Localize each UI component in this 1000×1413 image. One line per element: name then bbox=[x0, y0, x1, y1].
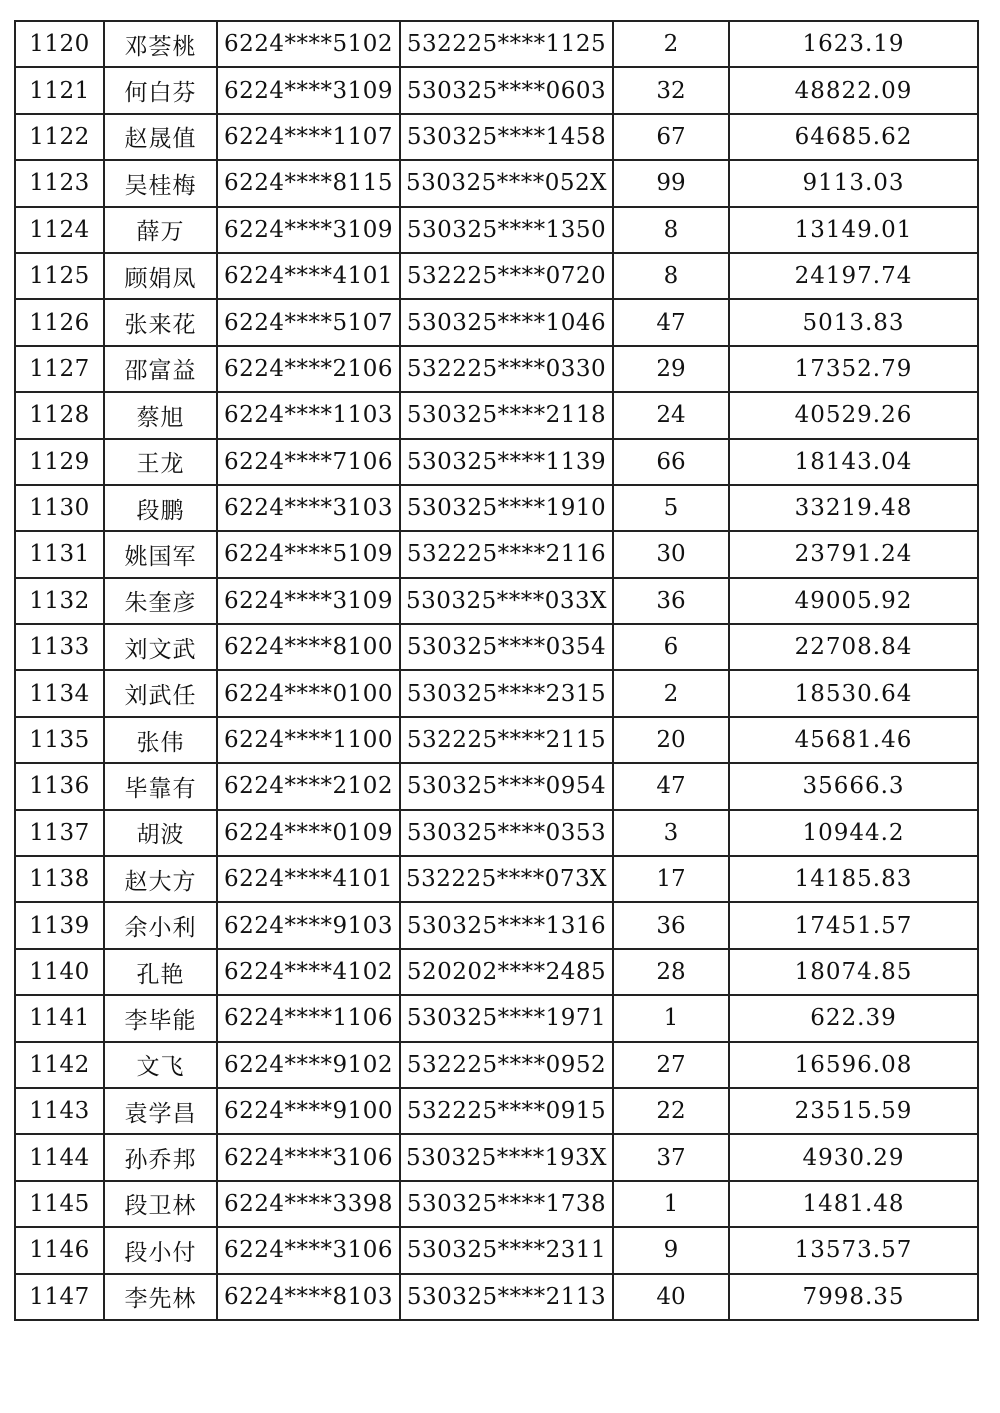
name-cell: 何白芬 bbox=[104, 67, 217, 113]
amount-cell: 22708.84 bbox=[729, 624, 978, 670]
table-row bbox=[15, 1181, 978, 1227]
id-number-cell: 532225****073X bbox=[400, 856, 613, 902]
card-number-cell: 6224****9100 bbox=[217, 1088, 400, 1134]
serial-number-cell: 1136 bbox=[15, 763, 104, 809]
serial-number-cell: 1147 bbox=[15, 1274, 104, 1320]
amount-cell: 17451.57 bbox=[729, 902, 978, 948]
id-number-cell: 530325****2118 bbox=[400, 392, 613, 438]
name-cell: 邵富益 bbox=[104, 346, 217, 392]
card-number-cell: 6224****7106 bbox=[217, 439, 400, 485]
serial-number-cell: 1145 bbox=[15, 1181, 104, 1227]
amount-cell: 48822.09 bbox=[729, 67, 978, 113]
id-number-cell: 530325****1458 bbox=[400, 114, 613, 160]
count-cell: 24 bbox=[613, 392, 729, 438]
count-cell: 28 bbox=[613, 949, 729, 995]
table-row bbox=[15, 392, 978, 438]
count-cell: 36 bbox=[613, 902, 729, 948]
id-number-cell: 530325****0603 bbox=[400, 67, 613, 113]
card-number-cell: 6224****0100 bbox=[217, 670, 400, 716]
name-cell: 薛万 bbox=[104, 207, 217, 253]
name-cell: 袁学昌 bbox=[104, 1088, 217, 1134]
serial-number-cell: 1131 bbox=[15, 531, 104, 577]
amount-cell: 10944.2 bbox=[729, 810, 978, 856]
id-number-cell: 530325****1738 bbox=[400, 1181, 613, 1227]
table-row bbox=[15, 995, 978, 1041]
count-cell: 30 bbox=[613, 531, 729, 577]
card-number-cell: 6224****3109 bbox=[217, 578, 400, 624]
count-cell: 29 bbox=[613, 346, 729, 392]
count-cell: 27 bbox=[613, 1042, 729, 1088]
name-cell: 刘文武 bbox=[104, 624, 217, 670]
card-number-cell: 6224****8115 bbox=[217, 160, 400, 206]
amount-cell: 23515.59 bbox=[729, 1088, 978, 1134]
amount-cell: 64685.62 bbox=[729, 114, 978, 160]
count-cell: 20 bbox=[613, 717, 729, 763]
card-number-cell: 6224****3398 bbox=[217, 1181, 400, 1227]
amount-cell: 49005.92 bbox=[729, 578, 978, 624]
table-row bbox=[15, 810, 978, 856]
count-cell: 17 bbox=[613, 856, 729, 902]
table-row bbox=[15, 1042, 978, 1088]
id-number-cell: 532225****2115 bbox=[400, 717, 613, 763]
card-number-cell: 6224****4101 bbox=[217, 253, 400, 299]
card-number-cell: 6224****9102 bbox=[217, 1042, 400, 1088]
serial-number-cell: 1142 bbox=[15, 1042, 104, 1088]
count-cell: 9 bbox=[613, 1227, 729, 1273]
serial-number-cell: 1133 bbox=[15, 624, 104, 670]
table-body bbox=[15, 21, 978, 1320]
name-cell: 张伟 bbox=[104, 717, 217, 763]
table-row bbox=[15, 439, 978, 485]
amount-cell: 33219.48 bbox=[729, 485, 978, 531]
name-cell: 赵大方 bbox=[104, 856, 217, 902]
count-cell: 22 bbox=[613, 1088, 729, 1134]
serial-number-cell: 1135 bbox=[15, 717, 104, 763]
name-cell: 段卫林 bbox=[104, 1181, 217, 1227]
count-cell: 40 bbox=[613, 1274, 729, 1320]
card-number-cell: 6224****5109 bbox=[217, 531, 400, 577]
table-row bbox=[15, 1134, 978, 1180]
id-number-cell: 530325****1046 bbox=[400, 299, 613, 345]
serial-number-cell: 1127 bbox=[15, 346, 104, 392]
id-number-cell: 532225****0915 bbox=[400, 1088, 613, 1134]
name-cell: 王龙 bbox=[104, 439, 217, 485]
serial-number-cell: 1146 bbox=[15, 1227, 104, 1273]
id-number-cell: 530325****0954 bbox=[400, 763, 613, 809]
name-cell: 胡波 bbox=[104, 810, 217, 856]
count-cell: 37 bbox=[613, 1134, 729, 1180]
count-cell: 99 bbox=[613, 160, 729, 206]
serial-number-cell: 1120 bbox=[15, 21, 104, 67]
count-cell: 66 bbox=[613, 439, 729, 485]
table-row bbox=[15, 21, 978, 67]
serial-number-cell: 1141 bbox=[15, 995, 104, 1041]
count-cell: 67 bbox=[613, 114, 729, 160]
card-number-cell: 6224****1107 bbox=[217, 114, 400, 160]
amount-cell: 622.39 bbox=[729, 995, 978, 1041]
table-row bbox=[15, 67, 978, 113]
table-row bbox=[15, 1274, 978, 1320]
count-cell: 8 bbox=[613, 207, 729, 253]
card-number-cell: 6224****3106 bbox=[217, 1134, 400, 1180]
count-cell: 32 bbox=[613, 67, 729, 113]
table-row bbox=[15, 346, 978, 392]
name-cell: 姚国军 bbox=[104, 531, 217, 577]
count-cell: 1 bbox=[613, 995, 729, 1041]
count-cell: 1 bbox=[613, 1181, 729, 1227]
id-number-cell: 532225****1125 bbox=[400, 21, 613, 67]
table-row bbox=[15, 763, 978, 809]
table-row bbox=[15, 902, 978, 948]
id-number-cell: 532225****2116 bbox=[400, 531, 613, 577]
table-row bbox=[15, 114, 978, 160]
serial-number-cell: 1122 bbox=[15, 114, 104, 160]
id-number-cell: 530325****1971 bbox=[400, 995, 613, 1041]
card-number-cell: 6224****4102 bbox=[217, 949, 400, 995]
amount-cell: 14185.83 bbox=[729, 856, 978, 902]
card-number-cell: 6224****3106 bbox=[217, 1227, 400, 1273]
data-table bbox=[14, 20, 979, 1321]
table-row bbox=[15, 207, 978, 253]
id-number-cell: 532225****0330 bbox=[400, 346, 613, 392]
amount-cell: 1623.19 bbox=[729, 21, 978, 67]
card-number-cell: 6224****8100 bbox=[217, 624, 400, 670]
id-number-cell: 530325****2315 bbox=[400, 670, 613, 716]
card-number-cell: 6224****1100 bbox=[217, 717, 400, 763]
amount-cell: 7998.35 bbox=[729, 1274, 978, 1320]
id-number-cell: 530325****1350 bbox=[400, 207, 613, 253]
id-number-cell: 532225****0952 bbox=[400, 1042, 613, 1088]
count-cell: 36 bbox=[613, 578, 729, 624]
id-number-cell: 532225****0720 bbox=[400, 253, 613, 299]
table-row bbox=[15, 531, 978, 577]
table-row bbox=[15, 253, 978, 299]
name-cell: 余小利 bbox=[104, 902, 217, 948]
card-number-cell: 6224****3109 bbox=[217, 67, 400, 113]
serial-number-cell: 1137 bbox=[15, 810, 104, 856]
table-row bbox=[15, 856, 978, 902]
name-cell: 刘武任 bbox=[104, 670, 217, 716]
amount-cell: 1481.48 bbox=[729, 1181, 978, 1227]
card-number-cell: 6224****2106 bbox=[217, 346, 400, 392]
table-row bbox=[15, 670, 978, 716]
table-row bbox=[15, 717, 978, 763]
id-number-cell: 530325****0353 bbox=[400, 810, 613, 856]
name-cell: 李先林 bbox=[104, 1274, 217, 1320]
amount-cell: 17352.79 bbox=[729, 346, 978, 392]
serial-number-cell: 1128 bbox=[15, 392, 104, 438]
amount-cell: 18143.04 bbox=[729, 439, 978, 485]
serial-number-cell: 1126 bbox=[15, 299, 104, 345]
amount-cell: 23791.24 bbox=[729, 531, 978, 577]
id-number-cell: 530325****1910 bbox=[400, 485, 613, 531]
amount-cell: 13149.01 bbox=[729, 207, 978, 253]
serial-number-cell: 1132 bbox=[15, 578, 104, 624]
count-cell: 2 bbox=[613, 21, 729, 67]
name-cell: 李毕能 bbox=[104, 995, 217, 1041]
serial-number-cell: 1144 bbox=[15, 1134, 104, 1180]
amount-cell: 24197.74 bbox=[729, 253, 978, 299]
table-row bbox=[15, 1088, 978, 1134]
table-row bbox=[15, 1227, 978, 1273]
count-cell: 5 bbox=[613, 485, 729, 531]
serial-number-cell: 1139 bbox=[15, 902, 104, 948]
card-number-cell: 6224****0109 bbox=[217, 810, 400, 856]
name-cell: 文飞 bbox=[104, 1042, 217, 1088]
amount-cell: 40529.26 bbox=[729, 392, 978, 438]
name-cell: 张来花 bbox=[104, 299, 217, 345]
id-number-cell: 530325****052X bbox=[400, 160, 613, 206]
id-number-cell: 530325****193X bbox=[400, 1134, 613, 1180]
count-cell: 47 bbox=[613, 763, 729, 809]
name-cell: 吴桂梅 bbox=[104, 160, 217, 206]
amount-cell: 9113.03 bbox=[729, 160, 978, 206]
id-number-cell: 520202****2485 bbox=[400, 949, 613, 995]
count-cell: 8 bbox=[613, 253, 729, 299]
card-number-cell: 6224****5102 bbox=[217, 21, 400, 67]
table-row bbox=[15, 624, 978, 670]
id-number-cell: 530325****033X bbox=[400, 578, 613, 624]
id-number-cell: 530325****2311 bbox=[400, 1227, 613, 1273]
amount-cell: 45681.46 bbox=[729, 717, 978, 763]
card-number-cell: 6224****1103 bbox=[217, 392, 400, 438]
id-number-cell: 530325****1139 bbox=[400, 439, 613, 485]
name-cell: 蔡旭 bbox=[104, 392, 217, 438]
amount-cell: 4930.29 bbox=[729, 1134, 978, 1180]
serial-number-cell: 1123 bbox=[15, 160, 104, 206]
table-row bbox=[15, 299, 978, 345]
serial-number-cell: 1124 bbox=[15, 207, 104, 253]
serial-number-cell: 1143 bbox=[15, 1088, 104, 1134]
serial-number-cell: 1138 bbox=[15, 856, 104, 902]
card-number-cell: 6224****1106 bbox=[217, 995, 400, 1041]
card-number-cell: 6224****3103 bbox=[217, 485, 400, 531]
name-cell: 朱奎彦 bbox=[104, 578, 217, 624]
card-number-cell: 6224****2102 bbox=[217, 763, 400, 809]
amount-cell: 35666.3 bbox=[729, 763, 978, 809]
table-row bbox=[15, 578, 978, 624]
amount-cell: 13573.57 bbox=[729, 1227, 978, 1273]
count-cell: 3 bbox=[613, 810, 729, 856]
serial-number-cell: 1121 bbox=[15, 67, 104, 113]
card-number-cell: 6224****3109 bbox=[217, 207, 400, 253]
name-cell: 段小付 bbox=[104, 1227, 217, 1273]
name-cell: 毕靠有 bbox=[104, 763, 217, 809]
name-cell: 孔艳 bbox=[104, 949, 217, 995]
amount-cell: 5013.83 bbox=[729, 299, 978, 345]
card-number-cell: 6224****8103 bbox=[217, 1274, 400, 1320]
id-number-cell: 530325****2113 bbox=[400, 1274, 613, 1320]
amount-cell: 18530.64 bbox=[729, 670, 978, 716]
id-number-cell: 530325****0354 bbox=[400, 624, 613, 670]
id-number-cell: 530325****1316 bbox=[400, 902, 613, 948]
serial-number-cell: 1130 bbox=[15, 485, 104, 531]
table-row bbox=[15, 485, 978, 531]
serial-number-cell: 1134 bbox=[15, 670, 104, 716]
name-cell: 孙乔邦 bbox=[104, 1134, 217, 1180]
table-row bbox=[15, 949, 978, 995]
name-cell: 段鹏 bbox=[104, 485, 217, 531]
amount-cell: 16596.08 bbox=[729, 1042, 978, 1088]
serial-number-cell: 1129 bbox=[15, 439, 104, 485]
card-number-cell: 6224****5107 bbox=[217, 299, 400, 345]
name-cell: 顾娟凤 bbox=[104, 253, 217, 299]
count-cell: 6 bbox=[613, 624, 729, 670]
name-cell: 邓荟桃 bbox=[104, 21, 217, 67]
count-cell: 2 bbox=[613, 670, 729, 716]
table-row bbox=[15, 160, 978, 206]
name-cell: 赵晟值 bbox=[104, 114, 217, 160]
serial-number-cell: 1125 bbox=[15, 253, 104, 299]
card-number-cell: 6224****9103 bbox=[217, 902, 400, 948]
card-number-cell: 6224****4101 bbox=[217, 856, 400, 902]
serial-number-cell: 1140 bbox=[15, 949, 104, 995]
count-cell: 47 bbox=[613, 299, 729, 345]
amount-cell: 18074.85 bbox=[729, 949, 978, 995]
